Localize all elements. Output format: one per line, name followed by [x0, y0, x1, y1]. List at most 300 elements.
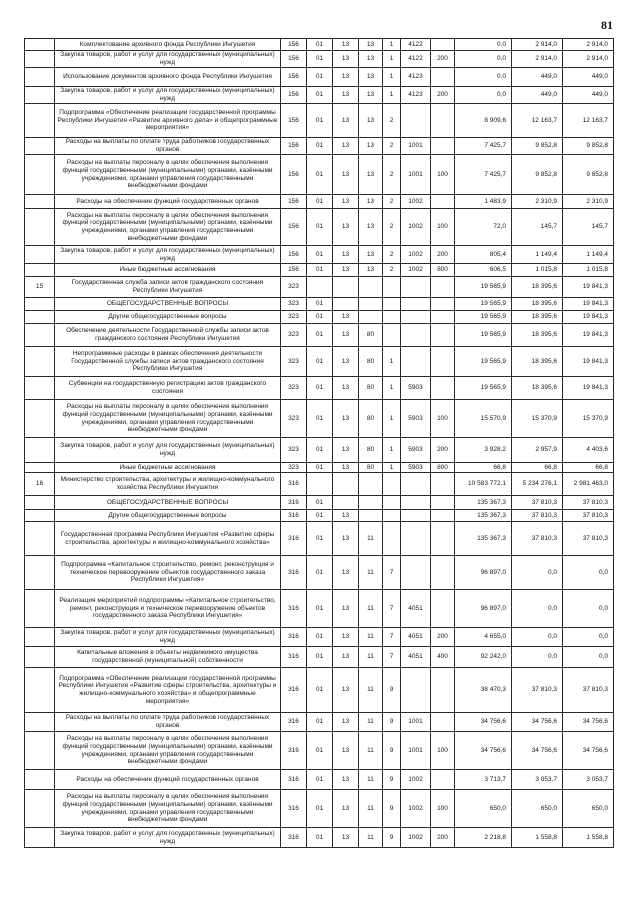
amount-year-3-cell: 3 053,7 [563, 770, 614, 790]
code-admin-cell: 316 [281, 556, 307, 590]
page-number: 81 [601, 18, 613, 32]
table-row [25, 155, 614, 195]
code-program-cell [359, 277, 383, 298]
code-section-cell: 01 [307, 647, 333, 668]
code-expense-type-cell [431, 713, 455, 732]
table-row [25, 277, 614, 298]
row-name-cell: Расходы на выплаты персоналу в целях обеспечения выполнения функций государственными (муниципальными) органами, казёнными учреждениями, органами управления государственными внебюджетными фондами [55, 155, 281, 195]
code-subsection-cell: 13 [333, 790, 359, 828]
code-expense-type-cell [431, 377, 455, 400]
code-subprogram-cell: 1 [383, 87, 401, 104]
table-row [25, 668, 614, 713]
code-admin-cell: 316 [281, 496, 307, 510]
code-subsection-cell: 13 [333, 628, 359, 647]
code-program-cell: 11 [359, 828, 383, 848]
amount-year-1-cell: 34 756,6 [455, 732, 512, 770]
code-admin-cell: 156 [281, 195, 307, 209]
code-subprogram-cell: 2 [383, 209, 401, 246]
code-program-cell: 11 [359, 770, 383, 790]
code-subsection-cell: 13 [333, 347, 359, 377]
table-row [25, 68, 614, 87]
code-section-cell: 01 [307, 264, 333, 277]
code-direction-cell: 4122 [401, 39, 431, 51]
budget-table [24, 38, 614, 848]
table-row [25, 377, 614, 400]
amount-year-3-cell: 2 981 463,0 [563, 473, 614, 496]
amount-year-1-cell: 19 565,9 [455, 298, 512, 311]
amount-year-1-cell: 72,0 [455, 209, 512, 246]
code-subprogram-cell: 2 [383, 246, 401, 264]
code-program-cell: 13 [359, 209, 383, 246]
code-direction-cell [401, 311, 431, 324]
code-expense-type-cell: 200 [431, 628, 455, 647]
code-program-cell: 80 [359, 324, 383, 347]
row-name-cell: Капитальные вложения в объекты недвижимого имущества государственной (муниципальной) собственности [55, 647, 281, 668]
amount-year-2-cell: 34 756,6 [512, 713, 563, 732]
row-number-cell [25, 347, 55, 377]
code-admin-cell: 323 [281, 298, 307, 311]
table-row [25, 246, 614, 264]
code-program-cell: 13 [359, 264, 383, 277]
code-direction-cell [401, 347, 431, 377]
amount-year-1-cell: 19 565,9 [455, 347, 512, 377]
code-subsection-cell: 13 [333, 104, 359, 138]
amount-year-2-cell: 37 810,3 [512, 522, 563, 556]
code-direction-cell: 4051 [401, 647, 431, 668]
code-subprogram-cell: 9 [383, 713, 401, 732]
amount-year-2-cell: 18 395,6 [512, 347, 563, 377]
code-admin-cell: 323 [281, 347, 307, 377]
amount-year-3-cell: 19 841,3 [563, 324, 614, 347]
code-program-cell [359, 298, 383, 311]
row-number-cell [25, 155, 55, 195]
table-row [25, 590, 614, 628]
code-section-cell: 01 [307, 104, 333, 138]
row-number-cell [25, 713, 55, 732]
code-subsection-cell: 13 [333, 68, 359, 87]
row-name-cell: Иные бюджетные ассигнования [55, 264, 281, 277]
code-admin-cell: 316 [281, 522, 307, 556]
code-section-cell: 01 [307, 246, 333, 264]
code-section-cell: 01 [307, 51, 333, 68]
amount-year-2-cell: 0,0 [512, 647, 563, 668]
row-name-cell: Расходы на выплаты персоналу в целях обеспечения выполнения функций государственными (муниципальными) органами, казёнными учреждениями, органами управления государственными внебюджетными фондами [55, 732, 281, 770]
row-name-cell: Расходы на выплаты персоналу в целях обеспечения выполнения функций государственными (муниципальными) органами, казёнными учреждениями, органами управления государственными внебюджетными фондами [55, 400, 281, 438]
row-number-cell [25, 311, 55, 324]
code-section-cell: 01 [307, 522, 333, 556]
amount-year-3-cell: 1 015,8 [563, 264, 614, 277]
row-name-cell: Другие общегосударственные вопросы [55, 510, 281, 522]
amount-year-1-cell: 19 565,9 [455, 324, 512, 347]
amount-year-3-cell: 449,0 [563, 68, 614, 87]
row-name-cell: Подпрограмма «Обеспечение реализации государственной программы Республики Ингушетия «Развитие сферы строительства, архитектуры и жилищно-коммунального хозяйства» и общепрограммные мероприятия» [55, 668, 281, 713]
amount-year-1-cell: 135 367,3 [455, 510, 512, 522]
amount-year-3-cell: 19 841,3 [563, 377, 614, 400]
code-direction-cell [401, 473, 431, 496]
code-section-cell: 01 [307, 496, 333, 510]
amount-year-2-cell: 18 395,6 [512, 377, 563, 400]
amount-year-3-cell: 9 852,8 [563, 138, 614, 155]
code-direction-cell: 1002 [401, 195, 431, 209]
table-row [25, 209, 614, 246]
code-subsection-cell: 13 [333, 377, 359, 400]
row-number-cell [25, 790, 55, 828]
table-row [25, 438, 614, 463]
amount-year-1-cell: 19 565,9 [455, 377, 512, 400]
code-subprogram-cell: 1 [383, 347, 401, 377]
amount-year-2-cell: 145,7 [512, 209, 563, 246]
row-number-cell [25, 87, 55, 104]
code-program-cell: 11 [359, 732, 383, 770]
code-subprogram-cell [383, 324, 401, 347]
amount-year-1-cell: 3 713,7 [455, 770, 512, 790]
amount-year-2-cell: 18 395,6 [512, 298, 563, 311]
amount-year-3-cell: 9 852,8 [563, 155, 614, 195]
code-subsection-cell: 13 [333, 438, 359, 463]
amount-year-2-cell: 66,8 [512, 463, 563, 473]
code-section-cell: 01 [307, 438, 333, 463]
code-subprogram-cell [383, 522, 401, 556]
code-direction-cell [401, 324, 431, 347]
code-subprogram-cell: 2 [383, 195, 401, 209]
table-row [25, 324, 614, 347]
code-program-cell: 13 [359, 155, 383, 195]
code-subprogram-cell [383, 311, 401, 324]
amount-year-1-cell: 34 756,6 [455, 713, 512, 732]
code-section-cell: 01 [307, 377, 333, 400]
code-subsection-cell: 13 [333, 647, 359, 668]
code-direction-cell [401, 496, 431, 510]
code-program-cell: 13 [359, 39, 383, 51]
row-number-cell [25, 68, 55, 87]
row-name-cell: Расходы на выплаты персоналу в целях обеспечения выполнения функций государственными (муниципальными) органами, казёнными учреждениями, органами управления государственными внебюджетными фондами [55, 209, 281, 246]
table-row [25, 400, 614, 438]
amount-year-3-cell: 19 841,3 [563, 311, 614, 324]
amount-year-1-cell: 7 425,7 [455, 138, 512, 155]
code-expense-type-cell: 400 [431, 647, 455, 668]
amount-year-3-cell: 0,0 [563, 556, 614, 590]
code-admin-cell: 156 [281, 246, 307, 264]
code-direction-cell [401, 522, 431, 556]
amount-year-1-cell: 805,4 [455, 246, 512, 264]
code-section-cell: 01 [307, 311, 333, 324]
code-subprogram-cell: 9 [383, 770, 401, 790]
amount-year-1-cell: 0,0 [455, 87, 512, 104]
code-admin-cell: 316 [281, 713, 307, 732]
code-section-cell: 01 [307, 828, 333, 848]
row-name-cell: ОБЩЕГОСУДАРСТВЕННЫЕ ВОПРОСЫ [55, 496, 281, 510]
amount-year-2-cell: 9 852,8 [512, 138, 563, 155]
row-name-cell: Закупка товаров, работ и услуг для государственных (муниципальных) нужд [55, 828, 281, 848]
row-number-cell: 16 [25, 473, 55, 496]
code-expense-type-cell: 800 [431, 463, 455, 473]
code-subsection-cell [333, 473, 359, 496]
code-subsection-cell: 13 [333, 713, 359, 732]
amount-year-3-cell: 34 756,6 [563, 713, 614, 732]
amount-year-2-cell: 37 810,3 [512, 510, 563, 522]
table-row [25, 510, 614, 522]
row-name-cell: Другие общегосударственные вопросы [55, 311, 281, 324]
row-number-cell [25, 264, 55, 277]
amount-year-2-cell: 18 395,6 [512, 277, 563, 298]
table-row [25, 713, 614, 732]
table-row [25, 298, 614, 311]
row-number-cell [25, 377, 55, 400]
code-section-cell: 01 [307, 195, 333, 209]
amount-year-2-cell: 3 053,7 [512, 770, 563, 790]
code-expense-type-cell [431, 556, 455, 590]
table-row [25, 732, 614, 770]
row-name-cell: Расходы на обеспечение функций государственных органов [55, 770, 281, 790]
code-direction-cell: 4051 [401, 628, 431, 647]
row-name-cell: Закупка товаров, работ и услуг для государственных (муниципальных) нужд [55, 628, 281, 647]
table-row [25, 463, 614, 473]
code-subsection-cell: 13 [333, 155, 359, 195]
code-expense-type-cell: 200 [431, 828, 455, 848]
code-direction-cell: 1002 [401, 264, 431, 277]
code-subsection-cell: 13 [333, 732, 359, 770]
code-expense-type-cell [431, 473, 455, 496]
amount-year-1-cell: 650,0 [455, 790, 512, 828]
code-program-cell: 13 [359, 68, 383, 87]
amount-year-2-cell: 0,0 [512, 590, 563, 628]
code-expense-type-cell [431, 668, 455, 713]
amount-year-2-cell: 15 370,9 [512, 400, 563, 438]
code-subsection-cell: 13 [333, 324, 359, 347]
amount-year-1-cell: 7 425,7 [455, 155, 512, 195]
code-expense-type-cell [431, 104, 455, 138]
table-row [25, 556, 614, 590]
table-row [25, 51, 614, 68]
amount-year-2-cell: 18 395,6 [512, 311, 563, 324]
row-number-cell [25, 668, 55, 713]
row-number-cell: 15 [25, 277, 55, 298]
code-program-cell [359, 496, 383, 510]
amount-year-3-cell: 2 914,0 [563, 51, 614, 68]
amount-year-3-cell: 19 841,3 [563, 277, 614, 298]
code-admin-cell: 323 [281, 277, 307, 298]
code-program-cell: 80 [359, 463, 383, 473]
code-subsection-cell: 13 [333, 39, 359, 51]
code-subprogram-cell: 2 [383, 155, 401, 195]
row-number-cell [25, 195, 55, 209]
amount-year-3-cell: 2 310,9 [563, 195, 614, 209]
code-subprogram-cell [383, 510, 401, 522]
code-admin-cell: 156 [281, 138, 307, 155]
amount-year-1-cell: 92 242,0 [455, 647, 512, 668]
code-subsection-cell: 13 [333, 195, 359, 209]
amount-year-1-cell: 10 583 772,1 [455, 473, 512, 496]
code-program-cell: 11 [359, 590, 383, 628]
code-section-cell: 01 [307, 347, 333, 377]
amount-year-2-cell: 34 756,6 [512, 732, 563, 770]
amount-year-3-cell: 0,0 [563, 628, 614, 647]
code-subsection-cell: 13 [333, 556, 359, 590]
code-subprogram-cell: 1 [383, 39, 401, 51]
row-number-cell [25, 556, 55, 590]
code-subprogram-cell: 1 [383, 377, 401, 400]
amount-year-3-cell: 1 558,8 [563, 828, 614, 848]
code-program-cell: 11 [359, 668, 383, 713]
row-name-cell: Расходы на выплаты по оплате труда работников государственных органов [55, 138, 281, 155]
code-subsection-cell: 13 [333, 138, 359, 155]
code-section-cell: 01 [307, 463, 333, 473]
amount-year-3-cell: 37 810,3 [563, 522, 614, 556]
amount-year-1-cell: 15 570,9 [455, 400, 512, 438]
code-program-cell: 13 [359, 87, 383, 104]
row-number-cell [25, 138, 55, 155]
code-subprogram-cell [383, 298, 401, 311]
row-number-cell [25, 324, 55, 347]
code-admin-cell: 156 [281, 39, 307, 51]
code-section-cell: 01 [307, 790, 333, 828]
code-admin-cell: 316 [281, 628, 307, 647]
table-row [25, 347, 614, 377]
row-name-cell: Непрограммные расходы в рамках обеспечения деятельности Государственной службы записи актов гражданского состояния Республики Ингушетия [55, 347, 281, 377]
code-section-cell [307, 473, 333, 496]
amount-year-2-cell: 2 914,0 [512, 39, 563, 51]
table-row [25, 138, 614, 155]
code-direction-cell [401, 104, 431, 138]
code-subsection-cell: 13 [333, 264, 359, 277]
row-name-cell: Комплектование архивного фонда Республики Ингушетия [55, 39, 281, 51]
table-row [25, 628, 614, 647]
table-row [25, 522, 614, 556]
code-program-cell: 80 [359, 438, 383, 463]
amount-year-1-cell: 0,0 [455, 39, 512, 51]
amount-year-2-cell: 12 163,7 [512, 104, 563, 138]
row-name-cell: Расходы на выплаты по оплате труда работников государственных органов [55, 713, 281, 732]
code-direction-cell: 4123 [401, 87, 431, 104]
code-subprogram-cell: 1 [383, 438, 401, 463]
code-section-cell: 01 [307, 400, 333, 438]
code-section-cell: 01 [307, 556, 333, 590]
code-subprogram-cell [383, 496, 401, 510]
code-subsection-cell: 13 [333, 87, 359, 104]
amount-year-3-cell: 19 841,3 [563, 347, 614, 377]
code-direction-cell: 1002 [401, 209, 431, 246]
amount-year-1-cell: 19 565,9 [455, 277, 512, 298]
code-direction-cell: 5903 [401, 400, 431, 438]
row-name-cell: Закупка товаров, работ и услуг для государственных (муниципальных) нужд [55, 438, 281, 463]
row-name-cell: Реализация мероприятий подпрограммы «Капитальное строительство, ремонт, реконструкция и техническое перевооружение объектов государственного заказа Республики Ингушетия» [55, 590, 281, 628]
amount-year-2-cell: 1 149,4 [512, 246, 563, 264]
code-admin-cell: 156 [281, 209, 307, 246]
code-subprogram-cell [383, 473, 401, 496]
row-number-cell [25, 647, 55, 668]
row-name-cell: Подпрограмма «Капитальное строительство, ремонт, реконструкция и техническое перевооружение объектов государственного заказа Республики Ингушетия» [55, 556, 281, 590]
amount-year-2-cell: 9 852,8 [512, 155, 563, 195]
code-section-cell [307, 277, 333, 298]
code-admin-cell: 323 [281, 463, 307, 473]
code-program-cell: 13 [359, 138, 383, 155]
row-number-cell [25, 522, 55, 556]
code-admin-cell: 316 [281, 770, 307, 790]
code-subprogram-cell: 9 [383, 828, 401, 848]
code-direction-cell [401, 556, 431, 590]
row-number-cell [25, 828, 55, 848]
code-expense-type-cell: 200 [431, 51, 455, 68]
code-expense-type-cell: 800 [431, 264, 455, 277]
code-expense-type-cell [431, 277, 455, 298]
amount-year-2-cell: 2 310,9 [512, 195, 563, 209]
amount-year-3-cell: 0,0 [563, 590, 614, 628]
code-subsection-cell: 13 [333, 828, 359, 848]
code-program-cell: 80 [359, 377, 383, 400]
code-admin-cell: 316 [281, 790, 307, 828]
code-subprogram-cell: 2 [383, 138, 401, 155]
code-direction-cell: 5903 [401, 463, 431, 473]
code-expense-type-cell: 100 [431, 209, 455, 246]
row-name-cell: ОБЩЕГОСУДАРСТВЕННЫЕ ВОПРОСЫ [55, 298, 281, 311]
amount-year-2-cell: 37 810,3 [512, 668, 563, 713]
row-name-cell: Иные бюджетные ассигнования [55, 463, 281, 473]
table-row [25, 770, 614, 790]
code-expense-type-cell: 100 [431, 790, 455, 828]
code-subsection-cell [333, 277, 359, 298]
amount-year-2-cell: 0,0 [512, 556, 563, 590]
code-direction-cell: 1001 [401, 155, 431, 195]
row-number-cell [25, 590, 55, 628]
code-program-cell: 11 [359, 713, 383, 732]
code-expense-type-cell: 200 [431, 438, 455, 463]
code-section-cell: 01 [307, 209, 333, 246]
amount-year-1-cell: 38 470,3 [455, 668, 512, 713]
code-expense-type-cell [431, 138, 455, 155]
code-admin-cell: 316 [281, 590, 307, 628]
code-section-cell: 01 [307, 668, 333, 713]
code-direction-cell: 4123 [401, 68, 431, 87]
code-expense-type-cell [431, 496, 455, 510]
code-program-cell: 11 [359, 522, 383, 556]
code-section-cell: 01 [307, 298, 333, 311]
code-section-cell: 01 [307, 590, 333, 628]
code-subprogram-cell: 9 [383, 668, 401, 713]
code-expense-type-cell [431, 298, 455, 311]
row-number-cell [25, 104, 55, 138]
code-subprogram-cell: 7 [383, 647, 401, 668]
code-program-cell: 13 [359, 246, 383, 264]
row-name-cell: Расходы на обеспечение функций государственных органов [55, 195, 281, 209]
code-admin-cell: 323 [281, 324, 307, 347]
code-direction-cell: 5903 [401, 377, 431, 400]
amount-year-1-cell: 0,0 [455, 68, 512, 87]
amount-year-3-cell: 34 756,6 [563, 732, 614, 770]
amount-year-3-cell: 145,7 [563, 209, 614, 246]
amount-year-3-cell: 66,8 [563, 463, 614, 473]
code-admin-cell: 316 [281, 828, 307, 848]
row-number-cell [25, 770, 55, 790]
amount-year-2-cell: 1 015,8 [512, 264, 563, 277]
code-program-cell [359, 510, 383, 522]
row-name-cell: Использование документов архивного фонда Республики Ингушетия [55, 68, 281, 87]
amount-year-1-cell: 66,8 [455, 463, 512, 473]
table-row [25, 790, 614, 828]
code-direction-cell [401, 668, 431, 713]
code-expense-type-cell: 100 [431, 155, 455, 195]
code-direction-cell: 5903 [401, 438, 431, 463]
amount-year-1-cell: 2 218,8 [455, 828, 512, 848]
row-number-cell [25, 209, 55, 246]
code-expense-type-cell [431, 39, 455, 51]
amount-year-3-cell: 1 149,4 [563, 246, 614, 264]
amount-year-3-cell: 37 810,3 [563, 668, 614, 713]
row-name-cell: Государственная служба записи актов гражданского состояния Республики Ингушетия [55, 277, 281, 298]
code-program-cell: 11 [359, 556, 383, 590]
amount-year-3-cell: 2 914,0 [563, 39, 614, 51]
amount-year-3-cell: 449,0 [563, 87, 614, 104]
row-number-cell [25, 496, 55, 510]
